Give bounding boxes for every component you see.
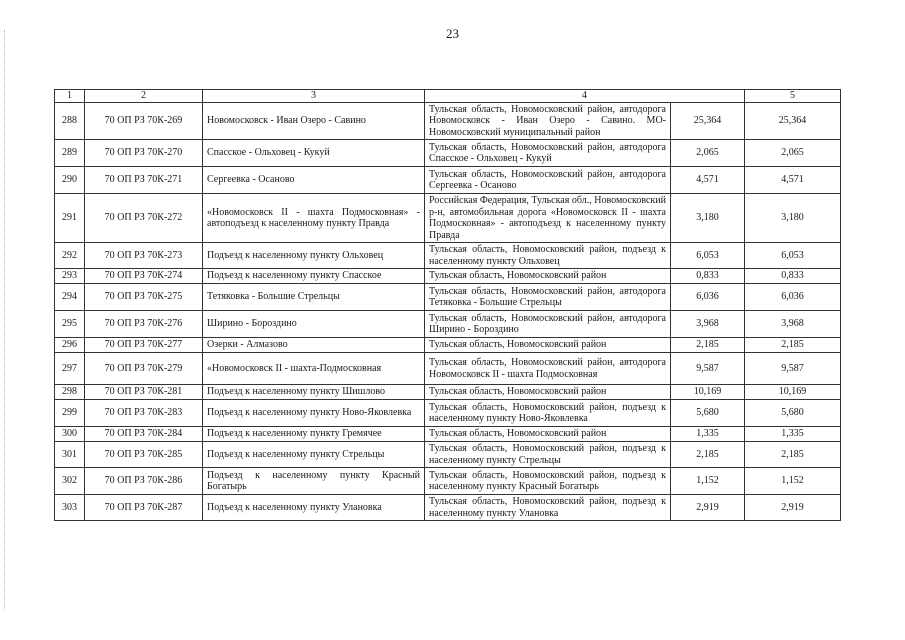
road-length-total: 25,364: [745, 102, 841, 140]
header-col-4: 4: [425, 90, 745, 103]
road-length-total: 2,185: [745, 338, 841, 353]
header-col-3: 3: [203, 90, 425, 103]
road-length-total: 6,053: [745, 243, 841, 269]
road-length-total: 10,169: [745, 385, 841, 400]
road-name: Подъезд к населенному пункту Спасское: [203, 269, 425, 284]
row-number: 302: [55, 468, 85, 495]
row-number: 288: [55, 102, 85, 140]
road-code: 70 ОП РЗ 70К-287: [85, 495, 203, 521]
row-number: 301: [55, 442, 85, 468]
table-row: [55, 442, 841, 468]
road-length: 6,036: [671, 284, 745, 311]
road-length: 4,571: [671, 167, 745, 194]
road-length: 2,185: [671, 338, 745, 353]
road-code: 70 ОП РЗ 70К-276: [85, 311, 203, 338]
row-number: 297: [55, 353, 85, 385]
table-body: [55, 102, 841, 521]
road-name: Тетяковка - Большие Стрельцы: [203, 284, 425, 311]
road-code: 70 ОП РЗ 70К-273: [85, 243, 203, 269]
road-location: Тульская область, Новомосковский район, подъезд к населенному пункту Ново-Яковлевка: [425, 400, 671, 427]
road-length-total: 3,968: [745, 311, 841, 338]
page-number: 23: [446, 26, 459, 41]
road-location: Российская Федерация, Тульская обл., Новомосковский р-н, автомобильная дорога «Новомосковск II - шахта Подмосковная» - автоподъезд к населенному пункту Правда: [425, 194, 671, 243]
road-name: Подъезд к населенному пункту Шишлово: [203, 385, 425, 400]
road-length: 3,180: [671, 194, 745, 243]
road-location: Тульская область, Новомосковский район, автодорога Тетяковка - Большие Стрельцы: [425, 284, 671, 311]
row-number: 293: [55, 269, 85, 284]
road-code: 70 ОП РЗ 70К-275: [85, 284, 203, 311]
table-header: [55, 90, 841, 103]
road-name: Подъезд к населенному пункту Ольховец: [203, 243, 425, 269]
road-location: Тульская область, Новомосковский район, подъезд к населенному пункту Красный Богатырь: [425, 468, 671, 495]
row-number: 294: [55, 284, 85, 311]
road-name: Подъезд к населенному пункту Стрельцы: [203, 442, 425, 468]
row-number: 298: [55, 385, 85, 400]
road-location: Тульская область, Новомосковский район, автодорога Новомосковск - Иван Озеро - Савино. МО-Новомосковский муниципальный район: [425, 102, 671, 140]
road-location: Тульская область, Новомосковский район, автодорога Ширино - Бороздино: [425, 311, 671, 338]
row-number: 296: [55, 338, 85, 353]
road-location: Тульская область, Новомосковский район, подъезд к населенному пункту Ольховец: [425, 243, 671, 269]
header-row: [55, 90, 841, 103]
table-row: [55, 284, 841, 311]
header-col-1: 1: [55, 90, 85, 103]
road-location: Тульская область, Новомосковский район, подъезд к населенному пункту Стрельцы: [425, 442, 671, 468]
road-name: Новомосковск - Иван Озеро - Савино: [203, 102, 425, 140]
row-number: 290: [55, 167, 85, 194]
road-location: Тульская область, Новомосковский район: [425, 385, 671, 400]
road-length-total: 1,152: [745, 468, 841, 495]
table-row: [55, 269, 841, 284]
road-length: 2,065: [671, 140, 745, 167]
table-row: [55, 400, 841, 427]
road-code: 70 ОП РЗ 70К-286: [85, 468, 203, 495]
road-length: 25,364: [671, 102, 745, 140]
road-name: «Новомосковск II - шахта-Подмосковная: [203, 353, 425, 385]
road-code: 70 ОП РЗ 70К-285: [85, 442, 203, 468]
road-code: 70 ОП РЗ 70К-269: [85, 102, 203, 140]
road-location: Тульская область, Новомосковский район, подъезд к населенному пункту Улановка: [425, 495, 671, 521]
table-row: [55, 427, 841, 442]
road-name: Спасское - Ольховец - Кукуй: [203, 140, 425, 167]
row-number: 289: [55, 140, 85, 167]
road-length-total: 2,919: [745, 495, 841, 521]
road-code: 70 ОП РЗ 70К-284: [85, 427, 203, 442]
road-length-total: 9,587: [745, 353, 841, 385]
table-row: [55, 243, 841, 269]
table-row: [55, 140, 841, 167]
table-row: [55, 338, 841, 353]
table-row: [55, 194, 841, 243]
roads-table: [54, 89, 841, 521]
row-number: 299: [55, 400, 85, 427]
table-row: [55, 353, 841, 385]
road-location: Тульская область, Новомосковский район, автодорога Сергеевка - Осаново: [425, 167, 671, 194]
road-length: 1,335: [671, 427, 745, 442]
road-length-total: 5,680: [745, 400, 841, 427]
road-name: Подъезд к населенному пункту Гремячее: [203, 427, 425, 442]
road-name: Подъезд к населенному пункту Ново-Яковлевка: [203, 400, 425, 427]
row-number: 303: [55, 495, 85, 521]
header-col-2: 2: [85, 90, 203, 103]
road-name: Подъезд к населенному пункту Красный Богатырь: [203, 468, 425, 495]
road-location: Тульская область, Новомосковский район, автодорога Спасское - Ольховец - Кукуй: [425, 140, 671, 167]
table-row: [55, 468, 841, 495]
road-location: Тульская область, Новомосковский район: [425, 338, 671, 353]
table-row: [55, 311, 841, 338]
row-number: 295: [55, 311, 85, 338]
road-length-total: 0,833: [745, 269, 841, 284]
road-code: 70 ОП РЗ 70К-283: [85, 400, 203, 427]
row-number: 292: [55, 243, 85, 269]
table-row: [55, 385, 841, 400]
road-length: 6,053: [671, 243, 745, 269]
road-location: Тульская область, Новомосковский район: [425, 427, 671, 442]
road-length: 5,680: [671, 400, 745, 427]
road-length-total: 1,335: [745, 427, 841, 442]
table-row: [55, 102, 841, 140]
road-code: 70 ОП РЗ 70К-274: [85, 269, 203, 284]
road-length: 2,185: [671, 442, 745, 468]
road-length: 3,968: [671, 311, 745, 338]
road-name: Подъезд к населенному пункту Улановка: [203, 495, 425, 521]
road-name: Ширино - Бороздино: [203, 311, 425, 338]
road-code: 70 ОП РЗ 70К-271: [85, 167, 203, 194]
road-length-total: 2,065: [745, 140, 841, 167]
road-code: 70 ОП РЗ 70К-270: [85, 140, 203, 167]
road-length-total: 4,571: [745, 167, 841, 194]
header-col-5: 5: [745, 90, 841, 103]
road-location: Тульская область, Новомосковский район: [425, 269, 671, 284]
road-location: Тульская область, Новомосковский район, автодорога Новомосковск II - шахта Подмосковная: [425, 353, 671, 385]
road-length: 10,169: [671, 385, 745, 400]
road-length: 2,919: [671, 495, 745, 521]
row-number: 300: [55, 427, 85, 442]
row-number: 291: [55, 194, 85, 243]
road-length-total: 2,185: [745, 442, 841, 468]
table-row: [55, 167, 841, 194]
road-code: 70 ОП РЗ 70К-277: [85, 338, 203, 353]
road-length: 0,833: [671, 269, 745, 284]
road-length: 9,587: [671, 353, 745, 385]
road-length-total: 6,036: [745, 284, 841, 311]
road-name: Озерки - Алмазово: [203, 338, 425, 353]
road-code: 70 ОП РЗ 70К-281: [85, 385, 203, 400]
table-row: [55, 495, 841, 521]
road-code: 70 ОП РЗ 70К-279: [85, 353, 203, 385]
road-name: Сергеевка - Осаново: [203, 167, 425, 194]
scan-edge-marks: [4, 30, 7, 610]
road-length-total: 3,180: [745, 194, 841, 243]
road-length: 1,152: [671, 468, 745, 495]
road-name: «Новомосковск II - шахта Подмосковная» - автоподъезд к населенному пункту Правда: [203, 194, 425, 243]
road-code: 70 ОП РЗ 70К-272: [85, 194, 203, 243]
